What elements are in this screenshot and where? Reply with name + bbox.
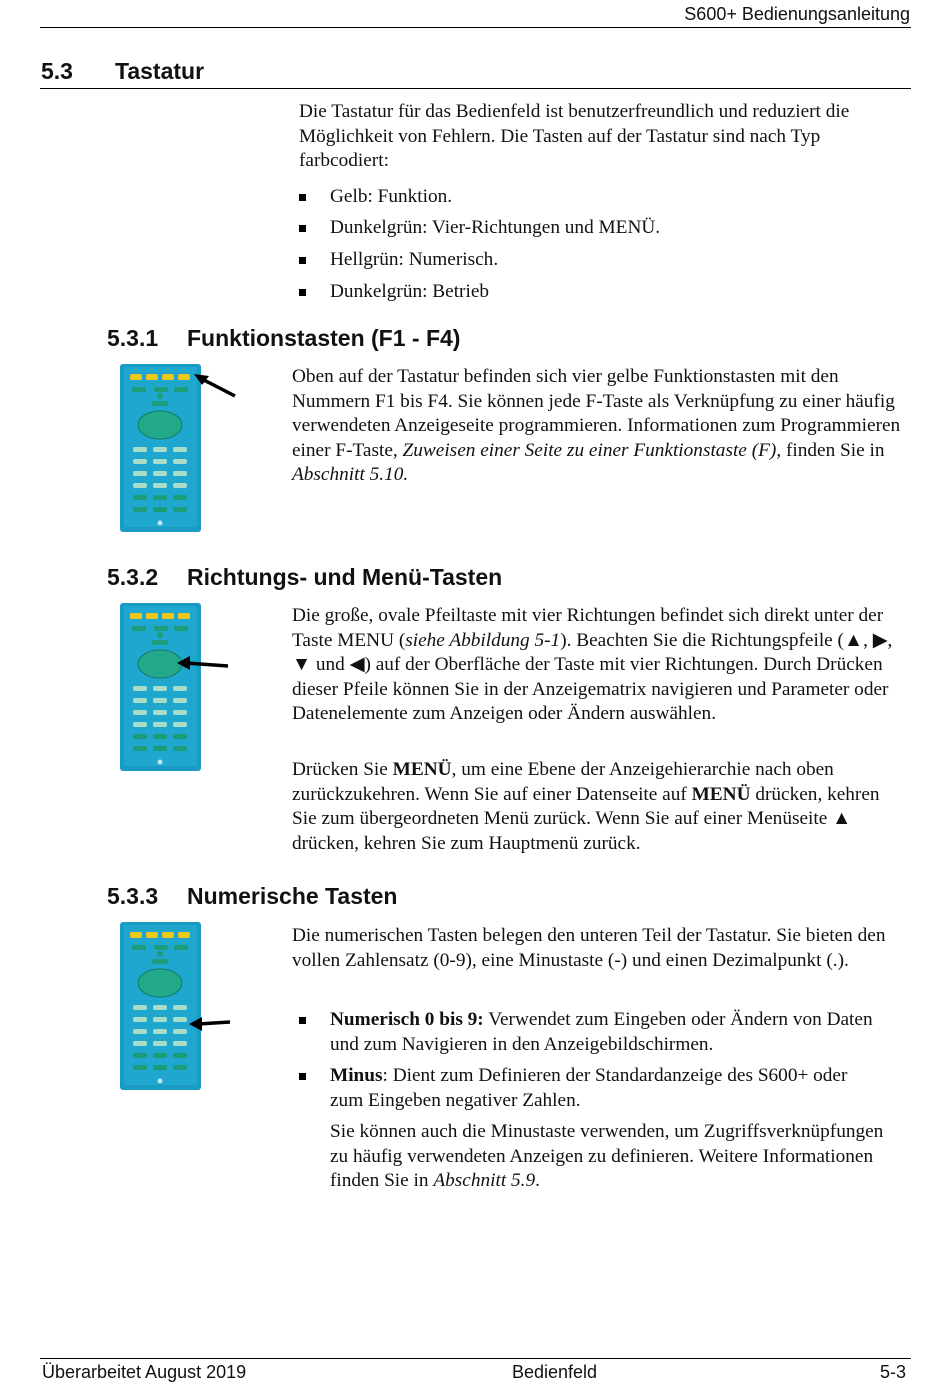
list-item: Gelb: Funktion. (299, 185, 899, 210)
section-title: Tastatur (115, 58, 205, 84)
bullet-icon (299, 257, 306, 264)
keypad-image (118, 921, 203, 1091)
section-number: 5.3 (41, 58, 73, 84)
list-item: Hellgrün: Numerisch. (299, 248, 899, 273)
bullet-icon (299, 1017, 306, 1024)
list-item: Minus: Dient zum Definieren der Standardanzeige des S600+ oder zum Eingeben negativer Zahlen. (299, 1064, 879, 1113)
list-item: Dunkelgrün: Betrieb (299, 280, 899, 305)
footer-rule (40, 1358, 911, 1359)
footer-chapter: Bedienfeld (512, 1362, 598, 1382)
keypad-image (118, 363, 203, 533)
subsection-heading: 5.3.3 Numerische Tasten (107, 883, 398, 909)
section-heading (41, 58, 204, 85)
bullet-icon (299, 194, 306, 201)
list-item-continuation: Sie können auch die Minustaste verwenden, um Zugriffsverknüpfungen zu häufig verwendeten Anzeigen zu definieren. Weitere Informationen finden Sie in Abschnitt 5.9. (330, 1121, 884, 1192)
header-rule (40, 27, 911, 28)
keypad-image (118, 602, 203, 772)
page-number: 5-3 (879, 1362, 906, 1382)
subsection-text: Die große, ovale Pfeiltaste mit vier Richtungen befindet sich direkt unter der Taste MENU (siehe Abbildung 5-1). Beachten Sie die Richtungspfeile (▲, ▶, ▼ und ◀) auf der Oberfläche der Taste mit vier Richtungen. Durch Drücken dieser Pfeile können Sie in der Anzeigematrix navigieren und Parameter oder Datenelemente zum Anzeigen oder Ändern auswählen. (292, 605, 893, 725)
arrow-icon (192, 372, 238, 400)
subsection-text: Drücken Sie MENÜ, um eine Ebene der Anzeigehierarchie nach oben zurückzukehren. Wenn Sie auf einer Datenseite auf MENÜ drücken, kehren Sie zum übergeordneten Menü zurück. Wenn Sie auf einer Menüseite ▲ drücken, kehren Sie zum Hauptmenü zurück. (292, 759, 880, 854)
bullet-icon (299, 225, 306, 232)
arrow-icon (188, 1015, 232, 1033)
arrow-icon (176, 655, 230, 673)
subsection-heading: 5.3.1 Funktionstasten (F1 - F4) (107, 325, 461, 351)
subsection-text: Die numerischen Tasten belegen den unteren Teil der Tastatur. Sie bieten den vollen Zahlensatz (0-9), eine Minustaste (-) und einen Dezimalpunkt (.). (292, 925, 886, 971)
running-header: S600+ Bedienungsanleitung (684, 4, 910, 24)
bullet-icon (299, 1073, 306, 1080)
subsection-heading: 5.3.2 Richtungs- und Menü-Tasten (107, 564, 503, 590)
subsection-text: Oben auf der Tastatur befinden sich vier gelbe Funktionstasten mit den Nummern F1 bis F4. Sie können jede F-Taste als Verknüpfung zu einer häufig verwendeten Anzeigeseite programmieren. Informationen zum Programmieren einer F-Taste, Zuweisen einer Seite zu einer Funktionstaste (F), finden Sie in Abschnitt 5.10. (292, 366, 901, 486)
bullet-icon (299, 289, 306, 296)
footer-revision: Überarbeitet August 2019 (42, 1362, 247, 1382)
keypad-illustration (120, 364, 201, 532)
list-item: Dunkelgrün: Vier-Richtungen und MENÜ. (299, 216, 899, 241)
section-intro: Die Tastatur für das Bedienfeld ist benutzerfreundlich und reduziert die Möglichkeit von Fehlern. Die Tasten auf der Tastatur sind nach Typ farbcodiert: (299, 101, 850, 172)
section-rule (40, 88, 911, 89)
list-item: Numerisch 0 bis 9: Verwendet zum Eingeben oder Ändern von Daten und zum Navigieren in den Anzeigebildschirmen. (299, 1008, 879, 1057)
